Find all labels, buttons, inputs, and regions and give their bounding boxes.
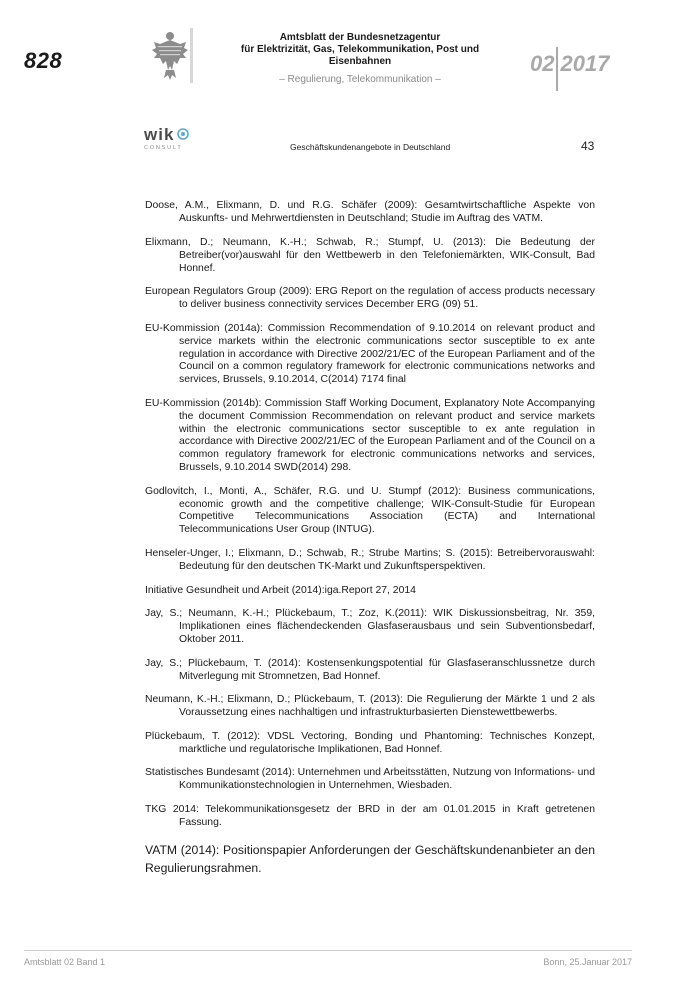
reference-entry: EU-Kommission (2014a): Commission Recommendation of 9.10.2014 on relevant product and service markets within the electronic communications sector susceptible to ex ante regulation in accordance with Directive 2002/21/EC of the European Parliament and of the Council on a common regulatory framework for electronic communications networks and services, Brussels, 9.10.2014, C(2014) 7174 final — [145, 322, 595, 386]
footer-publication: Amtsblatt 02 Band 1 — [24, 957, 106, 967]
reference-list — [145, 190, 595, 888]
reference-entry: Henseler-Unger, I.; Elixmann, D.; Schwab, R.; Strube Martins; S. (2015): Betreibervorauswahl: Bedeutung für den deutschen TK-Markt und Zukunftsperspektiven. — [145, 547, 595, 572]
wik-consult-logo — [144, 125, 204, 155]
reference-entry: Statistisches Bundesamt (2014): Unternehmen und Arbeitsstätten, Nutzung von Informations- und Kommunikationstechnologien in Unternehmen, Wiesbaden. — [145, 767, 595, 792]
wik-logo-subtext: CONSULT — [144, 145, 183, 151]
reference-entry: Initiative Gesundheit und Arbeit (2014):iga.Report 27, 2014 — [145, 584, 416, 596]
reference-entry: Jay, S.; Plückebaum, T. (2014): Kostensenkungspotential für Glasfaseranschlussnetze durch Mitverlegung mit Stromnetzen, Bad Honnef. — [145, 657, 595, 682]
header-divider — [190, 28, 193, 83]
reference-entry: Neumann, K.-H.; Elixmann, D.; Plückebaum, T. (2013): Die Regulierung der Märkte 1 und 2 als Voraussetzung eines nachhaltigen und infrastrukturbasierten Dienstewettbewerbs. — [145, 694, 595, 719]
reference-entry: EU-Kommission (2014b): Commission Staff Working Document, Explanatory Note Accompanying the document Commission Recommendation on relevant product and service markets within the electronic communications sector susceptible to ex ante regulation in accordance with Directive 2002/21/EC of the European Parliament and of the Council on a common regulatory framework for electronic communications networks and services, Brussels, 9.10.2014 SWD(2014) 298. — [145, 397, 595, 473]
issue-number: 02 — [530, 51, 555, 76]
page-number: 828 — [24, 48, 63, 73]
reference-entry: Elixmann, D.; Neumann, K.-H.; Schwab, R.; Stumpf, U. (2013): Die Bedeutung der Betreiber(vor)auswahl für den Wettbewerb in den Telefoniemärkten, WIK-Consult, Bad Honnef. — [145, 236, 595, 274]
reference-entry: Doose, A.M., Elixmann, D. und R.G. Schäfer (2009): Gesamtwirtschaftliche Aspekte von Auskunfts- und Mehrwertdiensten in Deutschland; Studie im Auftrag des VATM. — [145, 200, 595, 225]
reference-entry: Jay, S.; Neumann, K.-H.; Plückebaum, T.; Zoz, K.(2011): WIK Diskussionsbeitrag, Nr. 359, Implikationen eines flächendeckenden Glasfaserausbaus und sein Subventionsbedarf, Oktober 2011. — [145, 608, 595, 645]
issue-divider — [556, 47, 558, 91]
journal-subtitle: – Regulierung, Telekommunikation – — [279, 74, 441, 85]
reference-entry: Godlovitch, I., Monti, A., Schäfer, R.G. und U. Stumpf (2012): Business communications, economic growth and the competitive challenge; WIK-Consult-Studie für European Competitive Telecommunications Association (ECTA) and International Telecommunications User Group (INTUG). — [145, 485, 595, 536]
footer-divider — [24, 950, 632, 951]
reference-entry: VATM (2014): Positionspapier Anforderungen der Geschäftskundenanbieter an den Regulierungsrahmen. — [145, 842, 595, 875]
journal-title-line1: Amtsblatt der Bundesnetzagentur — [279, 32, 441, 43]
wik-logo-mark-icon — [177, 128, 189, 140]
journal-header — [215, 32, 505, 86]
issue-badge — [530, 47, 650, 91]
reference-entry: TKG 2014: Telekommunikationsgesetz der BRD in der am 01.01.2015 in Kraft getretenen Fassung. — [145, 804, 595, 828]
reference-entry: European Regulators Group (2009): ERG Report on the regulation of access products necessary to deliver business connectivity services December ERG (09) 51. — [145, 286, 595, 311]
issue-year: 2017 — [560, 51, 610, 76]
document-title: Geschäftskundenangebote in Deutschland — [290, 142, 451, 152]
reference-entry: Plückebaum, T. (2012): VDSL Vectoring, Bonding und Phantoming: Technisches Konzept, marktliche und regulatorische Implikationen, Bad Honnef. — [145, 730, 595, 755]
document-page-number: 43 — [581, 139, 595, 153]
wik-logo-text: wik — [144, 125, 175, 144]
footer-date: Bonn, 25.Januar 2017 — [543, 957, 632, 967]
journal-title-line2: für Elektrizität, Gas, Telekommunikation, Post und Eisenbahnen — [240, 44, 480, 67]
federal-eagle-icon — [150, 28, 190, 83]
